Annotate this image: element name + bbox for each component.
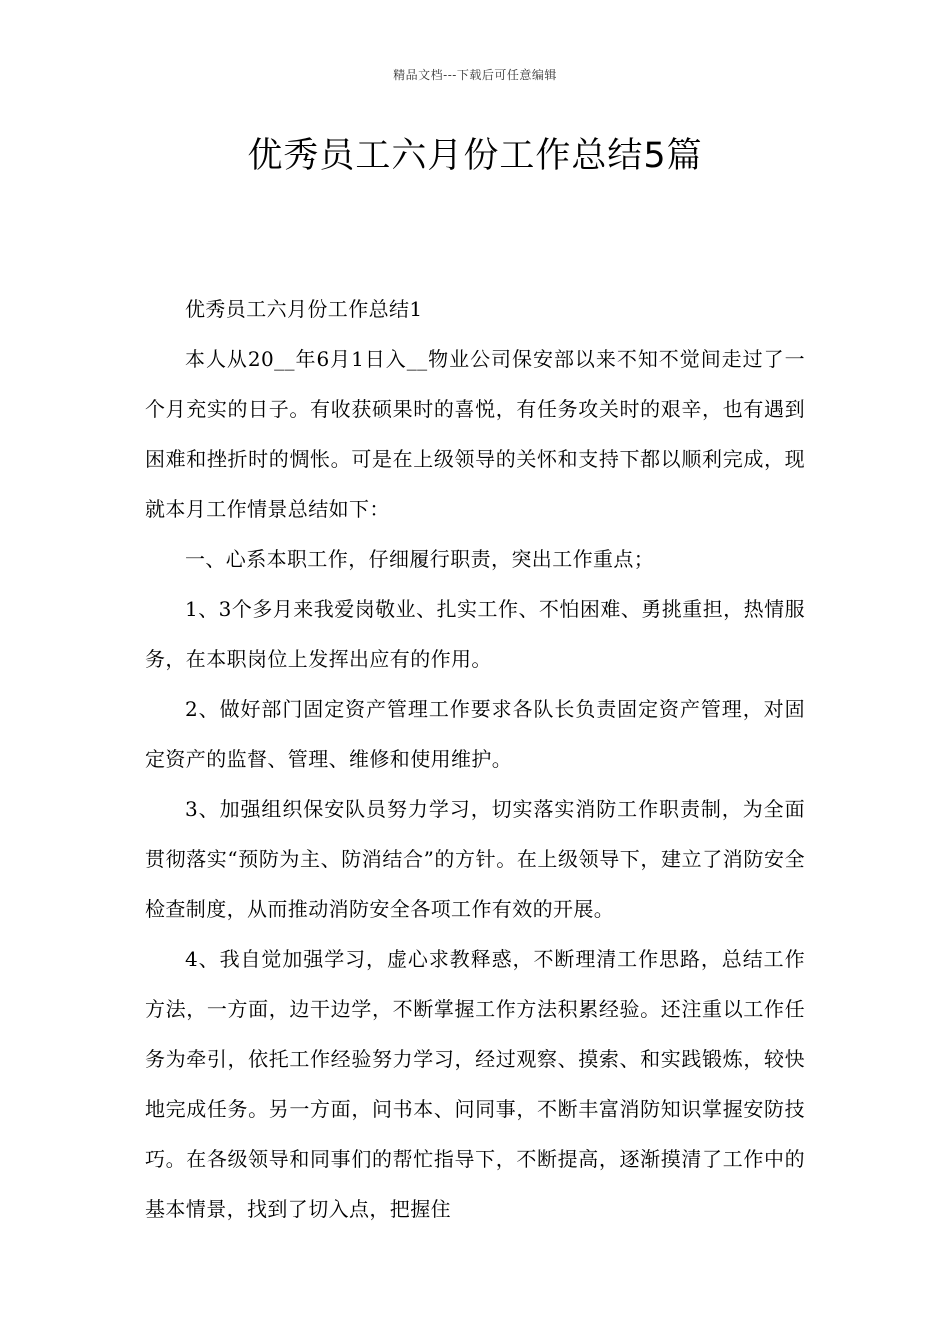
section-heading: 优秀员工六月份工作总结1 bbox=[185, 297, 423, 321]
paragraph: 2、做好部门固定资产管理工作要求各队长负责固定资产管理，对固定资产的监督、管理、维修和使用维护。 bbox=[145, 697, 805, 771]
header-note: 精品文档---下载后可任意编辑 bbox=[393, 68, 557, 82]
paragraph: 一、心系本职工作，仔细履行职责，突出工作重点； bbox=[185, 547, 655, 571]
paragraph: 1、3个多月来我爱岗敬业、扎实工作、不怕困难、勇挑重担，热情服务，在本职岗位上发挥出应有的作用。 bbox=[145, 597, 805, 671]
document-body bbox=[145, 284, 805, 1234]
document-title: 优秀员工六月份工作总结5篇 bbox=[247, 136, 703, 176]
paragraph: 4、我自觉加强学习，虚心求教释惑，不断理清工作思路，总结工作方法，一方面，边干边学，不断掌握工作方法积累经验。还注重以工作任务为牵引，依托工作经验努力学习，经过观察、摸索、和实践锻炼，较快地完成任务。另一方面，问书本、问同事，不断丰富消防知识掌握安防技巧。在各级领导和同事们的帮忙指导下，不断提高，逐渐摸清了工作中的基本情景，找到了切入点，把握住 bbox=[145, 947, 805, 1221]
paragraph: 本人从20__年6月1日入__物业公司保安部以来不知不觉间走过了一个月充实的日子。有收获硕果时的喜悦，有任务攻关时的艰辛，也有遇到困难和挫折时的惆怅。可是在上级领导的关怀和支持下都以顺利完成，现就本月工作情景总结如下： bbox=[145, 347, 805, 521]
paragraph: 3、加强组织保安队员努力学习，切实落实消防工作职责制，为全面贯彻落实“预防为主、防消结合”的方针。在上级领导下，建立了消防安全检查制度，从而推动消防安全各项工作有效的开展。 bbox=[145, 797, 805, 921]
